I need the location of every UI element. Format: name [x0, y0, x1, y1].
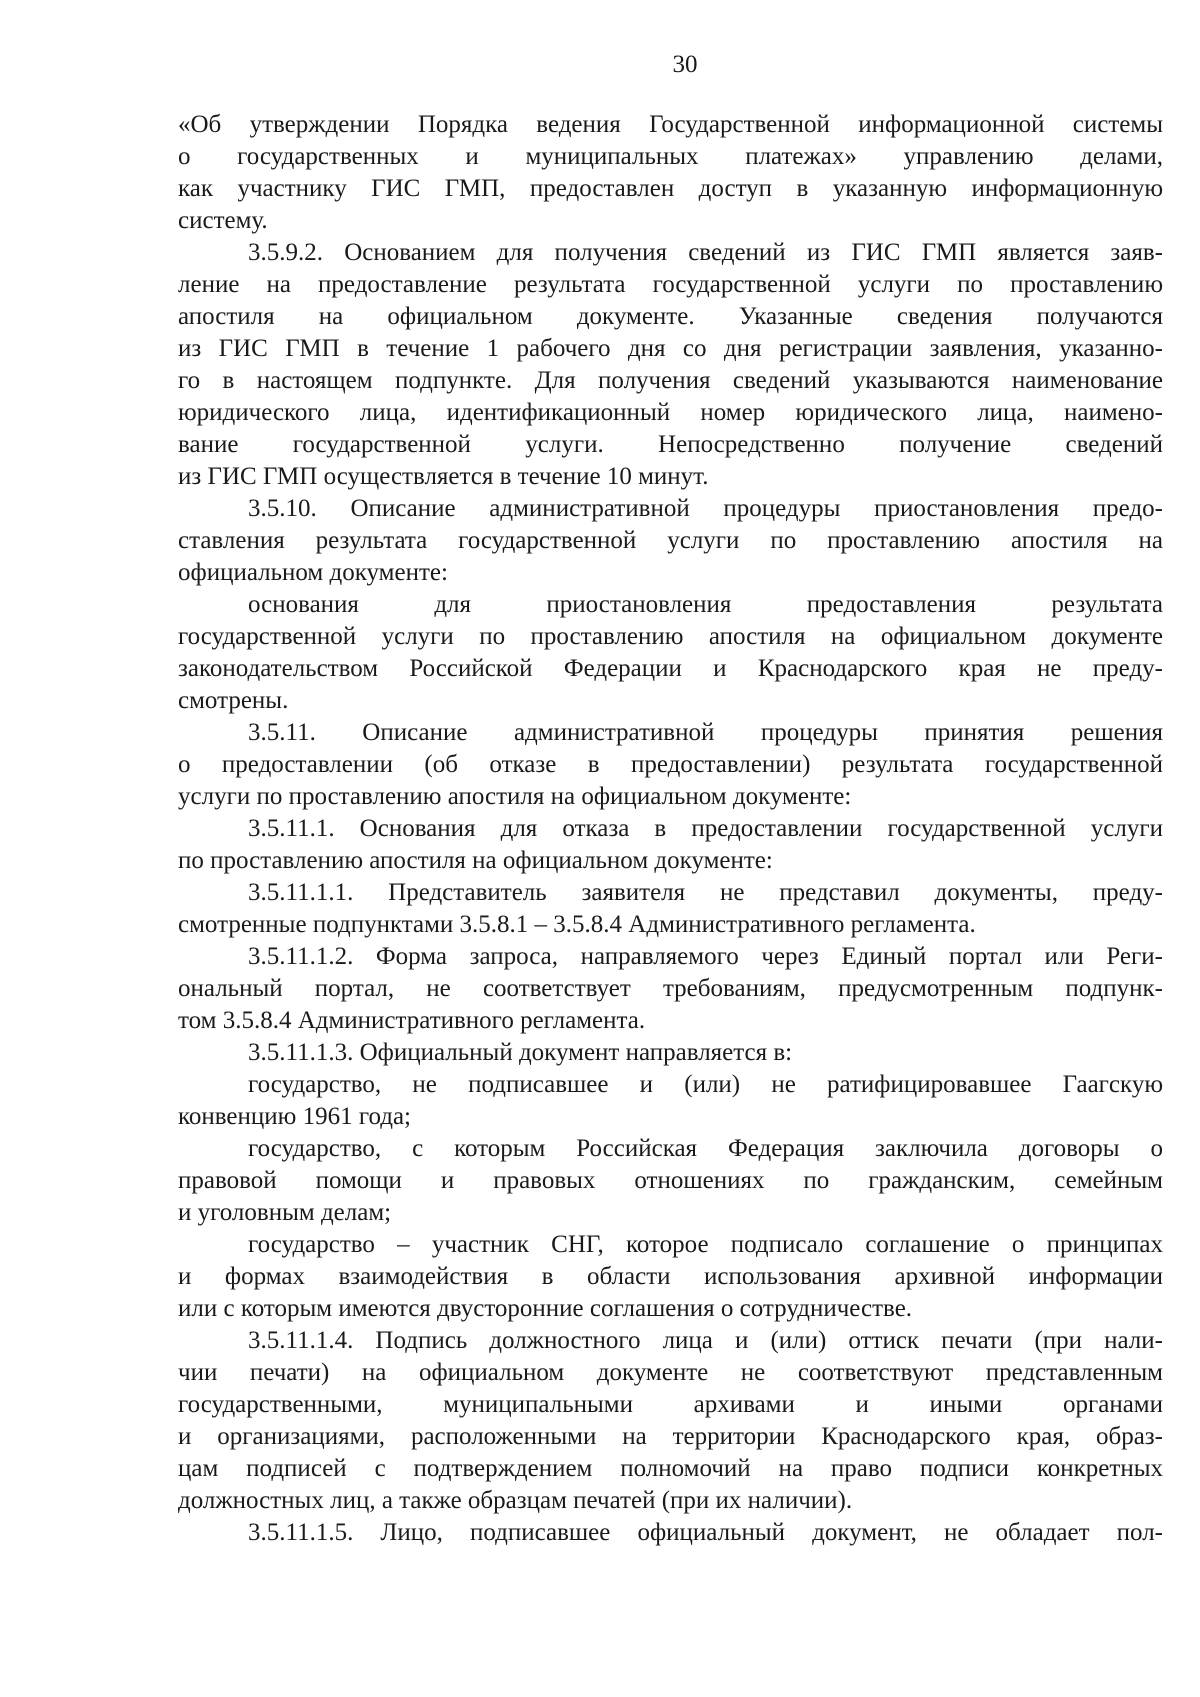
text-line: должностных лиц, а также образцам печатей (при их наличии). [178, 1487, 853, 1514]
text-line: о государственных и муниципальных платежах» управлению делами, [178, 143, 1163, 170]
text-line: вание государственной услуги. Непосредственно получение сведений [178, 431, 1163, 458]
text-line: и организациями, расположенными на территории Краснодарского края, образ- [178, 1423, 1163, 1450]
text-line: государство – участник СНГ, которое подписало соглашение о принципах [248, 1231, 1163, 1258]
text-line: «Об утверждении Порядка ведения Государственной информационной системы [178, 111, 1163, 138]
text-line: ональный портал, не соответствует требованиям, предусмотренным подпунк- [178, 975, 1163, 1002]
text-line: 3.5.11.1.5. Лицо, подписавшее официальный документ, не обладает пол- [248, 1519, 1163, 1546]
text-line: по проставлению апостиля на официальном документе: [178, 847, 773, 874]
text-line: 3.5.11.1.2. Форма запроса, направляемого через Единый портал или Реги- [248, 943, 1163, 970]
text-line: том 3.5.8.4 Административного регламента. [178, 1007, 646, 1034]
text-line: систему. [178, 207, 268, 234]
text-line: государство, не подписавшее и (или) не ратифицировавшее Гаагскую [248, 1071, 1163, 1098]
text-line: 3.5.11.1.1. Представитель заявителя не представил документы, преду- [248, 879, 1163, 906]
text-line: основания для приостановления предоставления результата [248, 591, 1163, 618]
text-line: и формах взаимодействия в области использования архивной информации [178, 1263, 1163, 1290]
text-line: 3.5.10. Описание административной процедуры приостановления предо- [248, 495, 1163, 522]
text-line: 3.5.9.2. Основанием для получения сведений из ГИС ГМП является заяв- [248, 239, 1163, 266]
text-line: ставления результата государственной услуги по проставлению апостиля на [178, 527, 1163, 554]
text-line: конвенцию 1961 года; [178, 1103, 411, 1130]
text-line: 3.5.11.1.4. Подпись должностного лица и (или) оттиск печати (при нали- [248, 1327, 1163, 1354]
text-line: 3.5.11. Описание административной процедуры принятия решения [248, 719, 1163, 746]
text-line: юридического лица, идентификационный номер юридического лица, наимено- [178, 399, 1163, 426]
page-number: 30 [672, 51, 698, 78]
text-line: как участнику ГИС ГМП, предоставлен доступ в указанную информационную [178, 175, 1163, 202]
document-body [178, 109, 1163, 1549]
text-line: официальном документе: [178, 559, 448, 586]
text-line: или с которым имеются двусторонние соглашения о сотрудничестве. [178, 1295, 913, 1322]
text-line: из ГИС ГМП в течение 1 рабочего дня со дня регистрации заявления, указанно- [178, 335, 1163, 362]
text-line: апостиля на официальном документе. Указанные сведения получаются [178, 303, 1163, 330]
text-line: государственными, муниципальными архивами и иными органами [178, 1391, 1163, 1418]
text-line: о предоставлении (об отказе в предоставлении) результата государственной [178, 751, 1163, 778]
text-line: государство, с которым Российская Федерация заключила договоры о [248, 1135, 1163, 1162]
text-line: государственной услуги по проставлению апостиля на официальном документе [178, 623, 1163, 650]
text-line: и уголовным делам; [178, 1199, 392, 1226]
text-line: из ГИС ГМП осуществляется в течение 10 минут. [178, 463, 709, 490]
text-line: ление на предоставление результата государственной услуги по проставлению [178, 271, 1163, 298]
text-line: услуги по проставлению апостиля на официальном документе: [178, 783, 852, 810]
text-line: законодательством Российской Федерации и Краснодарского края не преду- [178, 655, 1163, 682]
text-line: смотренные подпунктами 3.5.8.1 – 3.5.8.4 Административного регламента. [178, 911, 976, 938]
text-line: смотрены. [178, 687, 289, 714]
text-line: чии печати) на официальном документе не соответствуют представленным [178, 1359, 1163, 1386]
text-line: го в настоящем подпункте. Для получения сведений указываются наименование [178, 367, 1163, 394]
text-line: цам подписей с подтверждением полномочий на право подписи конкретных [178, 1455, 1163, 1482]
text-line: 3.5.11.1.3. Официальный документ направляется в: [248, 1039, 793, 1066]
text-line: 3.5.11.1. Основания для отказа в предоставлении государственной услуги [248, 815, 1163, 842]
text-line: правовой помощи и правовых отношениях по гражданским, семейным [178, 1167, 1163, 1194]
